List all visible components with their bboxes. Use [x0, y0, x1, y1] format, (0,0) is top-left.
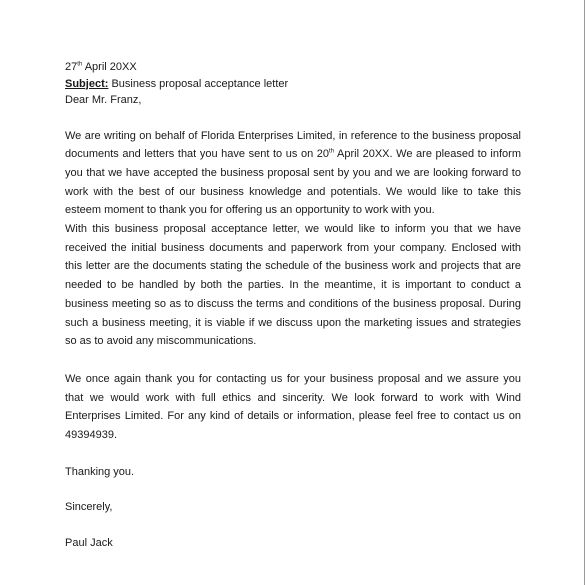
date-suffix: th — [77, 61, 83, 68]
paragraph-1-before: We are writing on behalf of Florida Enterprises Limited, in reference to the business proposal documents and letters that you have sent to us on 20 — [65, 129, 521, 161]
spacer — [65, 445, 521, 464]
paragraph-1 — [65, 127, 521, 221]
paragraph-1-after: April 20XX. We are pleased to inform you that we have accepted the business proposal sent by you and we are looking forward to work with the best of our business knowledge and potentials. We would like to take this esteem moment to thank you for offering us an opportunity to work with you. — [65, 148, 521, 217]
paragraph-1-sup: th — [329, 148, 335, 155]
letter-thanks: Thanking you. — [65, 465, 135, 478]
letter-body — [65, 59, 521, 551]
spacer — [65, 351, 521, 370]
spacer — [65, 109, 521, 127]
letter-subject — [65, 76, 521, 93]
paragraph-3: We once again thank you for contacting us for your business proposal and we assure you that we would work with full ethics and sincerity. We look forward to work with Wind Enterprises Limited. For any kind of details or information, please feel free to contact us on 49394939. — [65, 372, 521, 442]
date-rest: April 20XX — [82, 61, 137, 73]
spacer — [65, 480, 521, 499]
subject-label: Subject: — [65, 77, 109, 90]
spacer — [65, 516, 521, 535]
paragraph-2: With this business proposal acceptance letter, we would like to inform you that we have received the initial business documents and paperwork from your company. Enclosed with this letter are the documents stating the schedule of the business work and projects that are needed to be handled by both the parties. In the meantime, it is important to conduct a business meeting so as to discuss the terms and conditions of the business proposal. During such a business meeting, it is viable if we discuss upon the marketing issues and strategies so as to avoid any miscommunications. — [65, 223, 521, 348]
letter-signature: Paul Jack — [65, 536, 113, 549]
letter-date — [65, 59, 521, 76]
letter-closing: Sincerely, — [65, 501, 113, 514]
letter-salutation: Dear Mr. Franz, — [65, 94, 142, 106]
date-day: 27 — [65, 61, 78, 73]
subject-text: Business proposal acceptance letter — [108, 77, 289, 90]
